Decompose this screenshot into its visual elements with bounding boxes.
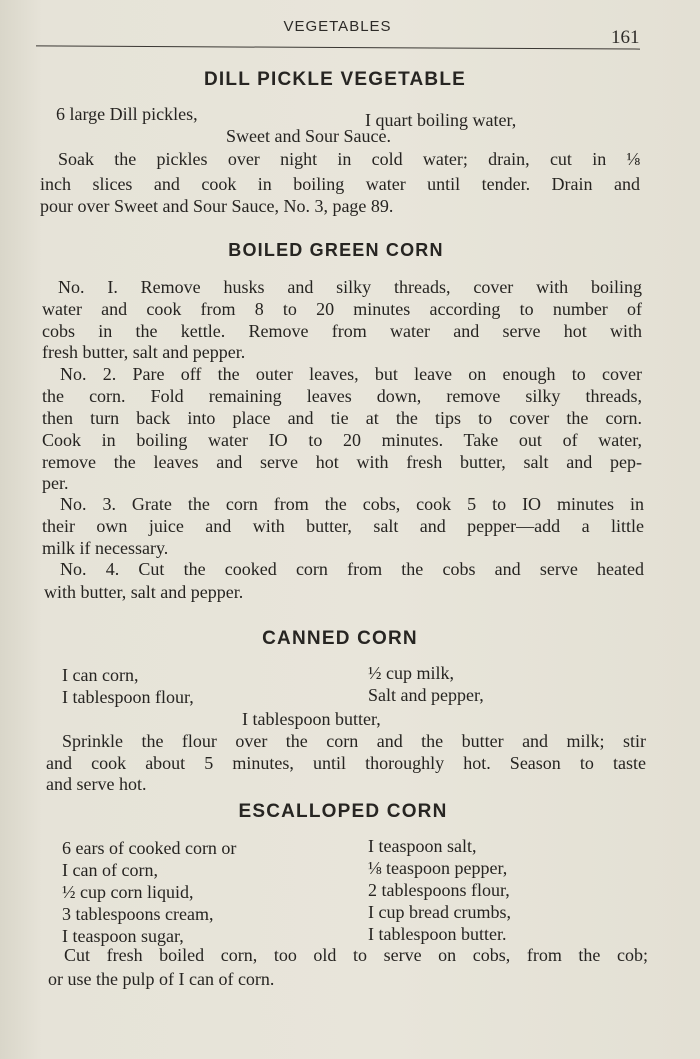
ingredient-cream: 3 tablespoons cream, [62, 904, 214, 924]
ingredient-sugar: I teaspoon sugar, [62, 926, 184, 946]
paragraph-line: Cook in boiling water IO to 20 minutes. Take out of water, [42, 430, 642, 450]
ingredient-can-of-corn: I can of corn, [62, 860, 158, 880]
ingredient-butter: I tablespoon butter. [368, 924, 507, 944]
paragraph-line: inch slices and cook in boiling water until tender. Drain and [40, 174, 640, 194]
header-rule [36, 45, 640, 49]
paragraph-line: No. 4. Cut the cooked corn from the cobs and serve heated [60, 559, 644, 579]
ingredient-bread-crumbs: I cup bread crumbs, [368, 902, 511, 922]
section-title-canned-corn: CANNED CORN [262, 628, 418, 649]
ingredient-dill-pickles: 6 large Dill pickles, [56, 104, 198, 124]
section-title-escalloped-corn: ESCALLOPED CORN [238, 801, 448, 822]
ingredient-pepper: ⅛ teaspoon pepper, [368, 858, 508, 878]
paragraph-line: or use the pulp of I can of corn. [48, 969, 275, 989]
paragraph-line: No. 3. Grate the corn from the cobs, cook 5 to IO minutes in [60, 494, 644, 514]
ingredient-flour: 2 tablespoons flour, [368, 880, 510, 900]
paragraph-line: then turn back into place and tie at the tips to cover the corn. [42, 408, 642, 428]
paragraph-line: remove the leaves and serve hot with fresh butter, salt and pep- [42, 452, 642, 472]
ingredient-butter: I tablespoon butter, [242, 709, 381, 729]
paragraph-line: Sprinkle the flour over the corn and the butter and milk; stir [62, 731, 646, 751]
paragraph-line: fresh butter, salt and pepper. [42, 342, 246, 362]
paragraph-line: the corn. Fold remaining leaves down, remove silky threads, [42, 386, 642, 406]
paragraph-line: milk if necessary. [42, 538, 169, 558]
paragraph-line: and cook about 5 minutes, until thoroughly hot. Season to taste [46, 753, 646, 773]
section-title-dill-pickle: DILL PICKLE VEGETABLE [203, 69, 466, 90]
ingredient-corn-liquid: ½ cup corn liquid, [62, 882, 194, 902]
paragraph-line: water and cook from 8 to 20 minutes according to number of [42, 299, 642, 319]
section-title-boiled-green-corn: BOILED GREEN CORN [228, 240, 444, 260]
ingredient-flour: I tablespoon flour, [62, 687, 194, 707]
paragraph-line: cobs in the kettle. Remove from water and serve hot with [42, 321, 642, 341]
paragraph-line: No. 2. Pare off the outer leaves, but leave on enough to cover [60, 364, 642, 384]
ingredient-boiling-water: I quart boiling water, [365, 110, 517, 130]
paragraph-line: per. [42, 473, 69, 493]
paragraph-line: Soak the pickles over night in cold water; drain, cut in ⅛ [58, 149, 640, 169]
paragraph-line: with butter, salt and pepper. [44, 582, 244, 602]
paragraph-line: their own juice and with butter, salt and pepper—add a little [42, 516, 644, 536]
paragraph-line: No. I. Remove husks and silky threads, cover with boiling [58, 277, 642, 297]
page-number: 161 [611, 27, 640, 48]
paragraph-line: Cut fresh boiled corn, too old to serve on cobs, from the cob; [64, 945, 648, 965]
ingredient-salt-pepper: Salt and pepper, [368, 685, 484, 705]
paragraph-line: and serve hot. [46, 774, 147, 794]
ingredient-sweet-sour-sauce: Sweet and Sour Sauce. [226, 126, 391, 146]
ingredient-ears-of-corn: 6 ears of cooked corn or [62, 838, 237, 858]
ingredient-milk: ½ cup milk, [368, 663, 454, 683]
ingredient-can-corn: I can corn, [62, 665, 139, 685]
running-header: VEGETABLES [283, 18, 392, 35]
paragraph-line: pour over Sweet and Sour Sauce, No. 3, page 89. [40, 196, 394, 216]
ingredient-salt: I teaspoon salt, [368, 836, 477, 856]
